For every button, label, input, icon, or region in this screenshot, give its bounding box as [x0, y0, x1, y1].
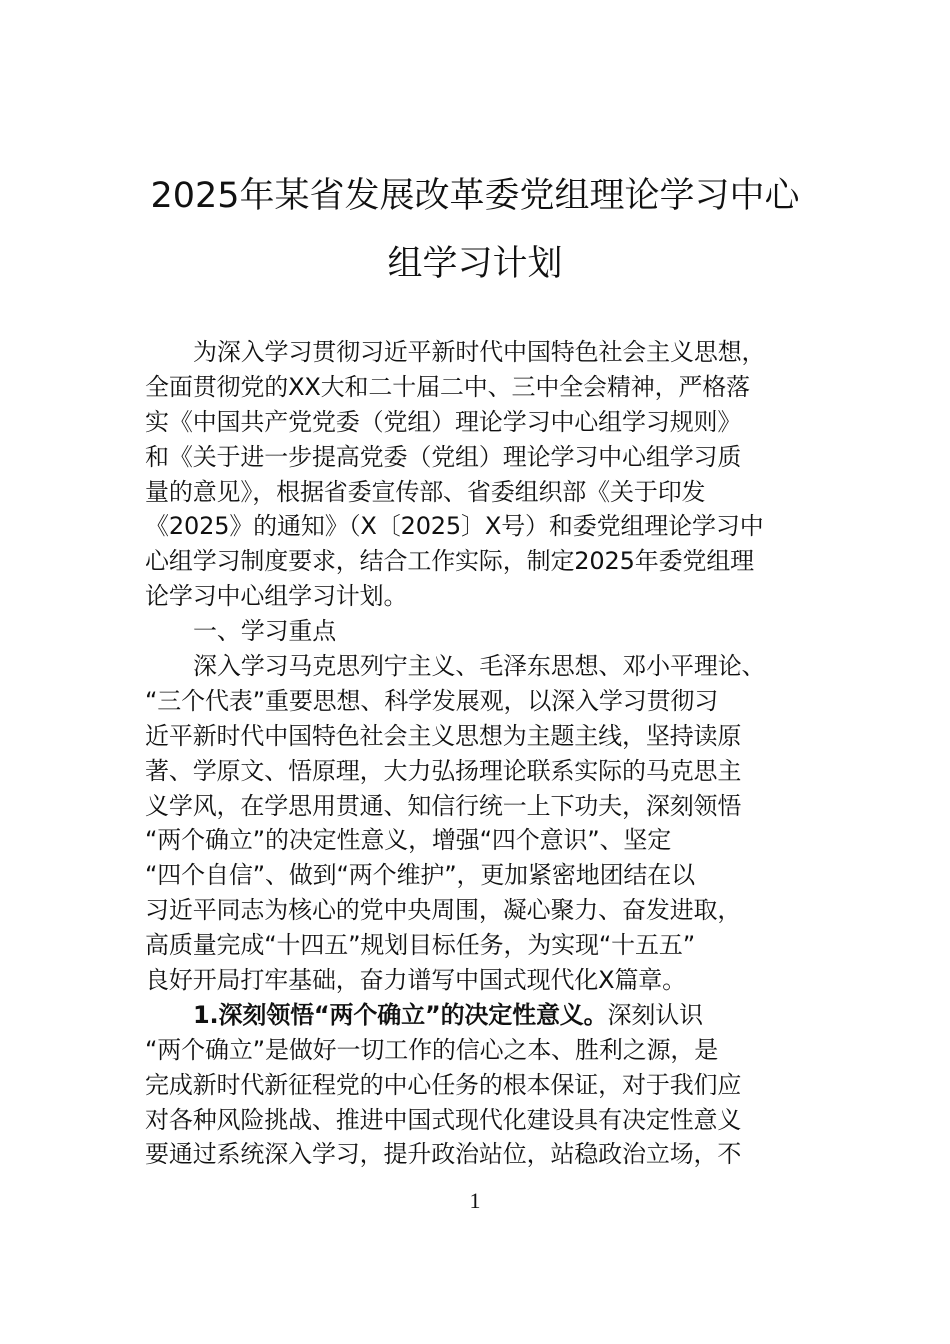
document-title-line-2: 组学习计划: [387, 244, 563, 284]
item-1-line: [145, 998, 835, 1033]
paragraph-line: 心组学习制度要求，结合工作实际，制定2025年委党组理: [145, 547, 755, 576]
paragraph-line: 为深入学习贯彻习近平新时代中国特色社会主义思想，: [193, 338, 766, 366]
paragraph-line: 习近平同志为核心的党中央周围，凝心聚力、奋发进取，: [145, 896, 742, 925]
paragraph-line: “两个确立”是做好一切工作的信心之本、胜利之源，是: [145, 1035, 719, 1064]
paragraph-line: 义学风，在学思用贯通、知信行统一上下功夫，深刻领悟: [145, 791, 742, 820]
paragraph-line: 对各种风险挑战、推进中国式现代化建设具有决定性意义: [145, 1105, 742, 1134]
document-title-line-1: 2025年某省发展改革委党组理论学习中心: [150, 176, 800, 216]
paragraph-line: 高质量完成“十四五”规划目标任务，为实现“十五五”: [145, 931, 695, 960]
section-heading: 一、学习重点: [193, 617, 337, 646]
paragraph-line: “三个代表”重要思想、科学发展观，以深入学习贯彻习: [145, 686, 719, 715]
paragraph-line: 量的意见》，根据省委宣传部、省委组织部《关于印发: [145, 477, 706, 506]
paragraph-line: 全面贯彻党的XX大和二十届二中、三中全会精神，严格落: [145, 372, 750, 401]
paragraph-line: 要通过系统深入学习，提升政治站位，站稳政治立场，不: [145, 1140, 742, 1169]
paragraph-line: 良好开局打牢基础，奋力谱写中国式现代化X篇章。: [145, 966, 686, 995]
paragraph-line: “两个确立”的决定性意义，增强“四个意识”、坚定: [145, 826, 672, 855]
document-body: [145, 335, 835, 1172]
paragraph-line: 完成新时代新征程党的中心任务的根本保证，对于我们应: [145, 1070, 742, 1099]
paragraph-line: 论学习中心组学习计划。: [145, 582, 408, 611]
paragraph-line: 近平新时代中国特色社会主义思想为主题主线，坚持读原: [145, 721, 742, 750]
paragraph-line: 深入学习马克思列宁主义、毛泽东思想、邓小平理论、: [193, 652, 766, 681]
paragraph-line: 著、学原文、悟原理，大力弘扬理论联系实际的马克思主: [145, 756, 742, 785]
paragraph-line: 和《关于进一步提高党委（党组）理论学习中心组学习质: [145, 442, 742, 471]
paragraph-line: 实《中国共产党党委（党组）理论学习中心组学习规则》: [145, 407, 742, 436]
page-number: 1: [469, 1188, 481, 1213]
paragraph-line: “四个自信”、做到“两个维护”，更加紧密地团结在以: [145, 861, 695, 890]
item-1-heading: 1.深刻领悟“两个确立”的决定性意义。: [193, 1000, 608, 1029]
paragraph-line: 《2025》的通知》（X〔2025〕X号）和委党组理论学习中: [145, 512, 764, 541]
item-1-text: 深刻认识: [607, 1000, 703, 1029]
